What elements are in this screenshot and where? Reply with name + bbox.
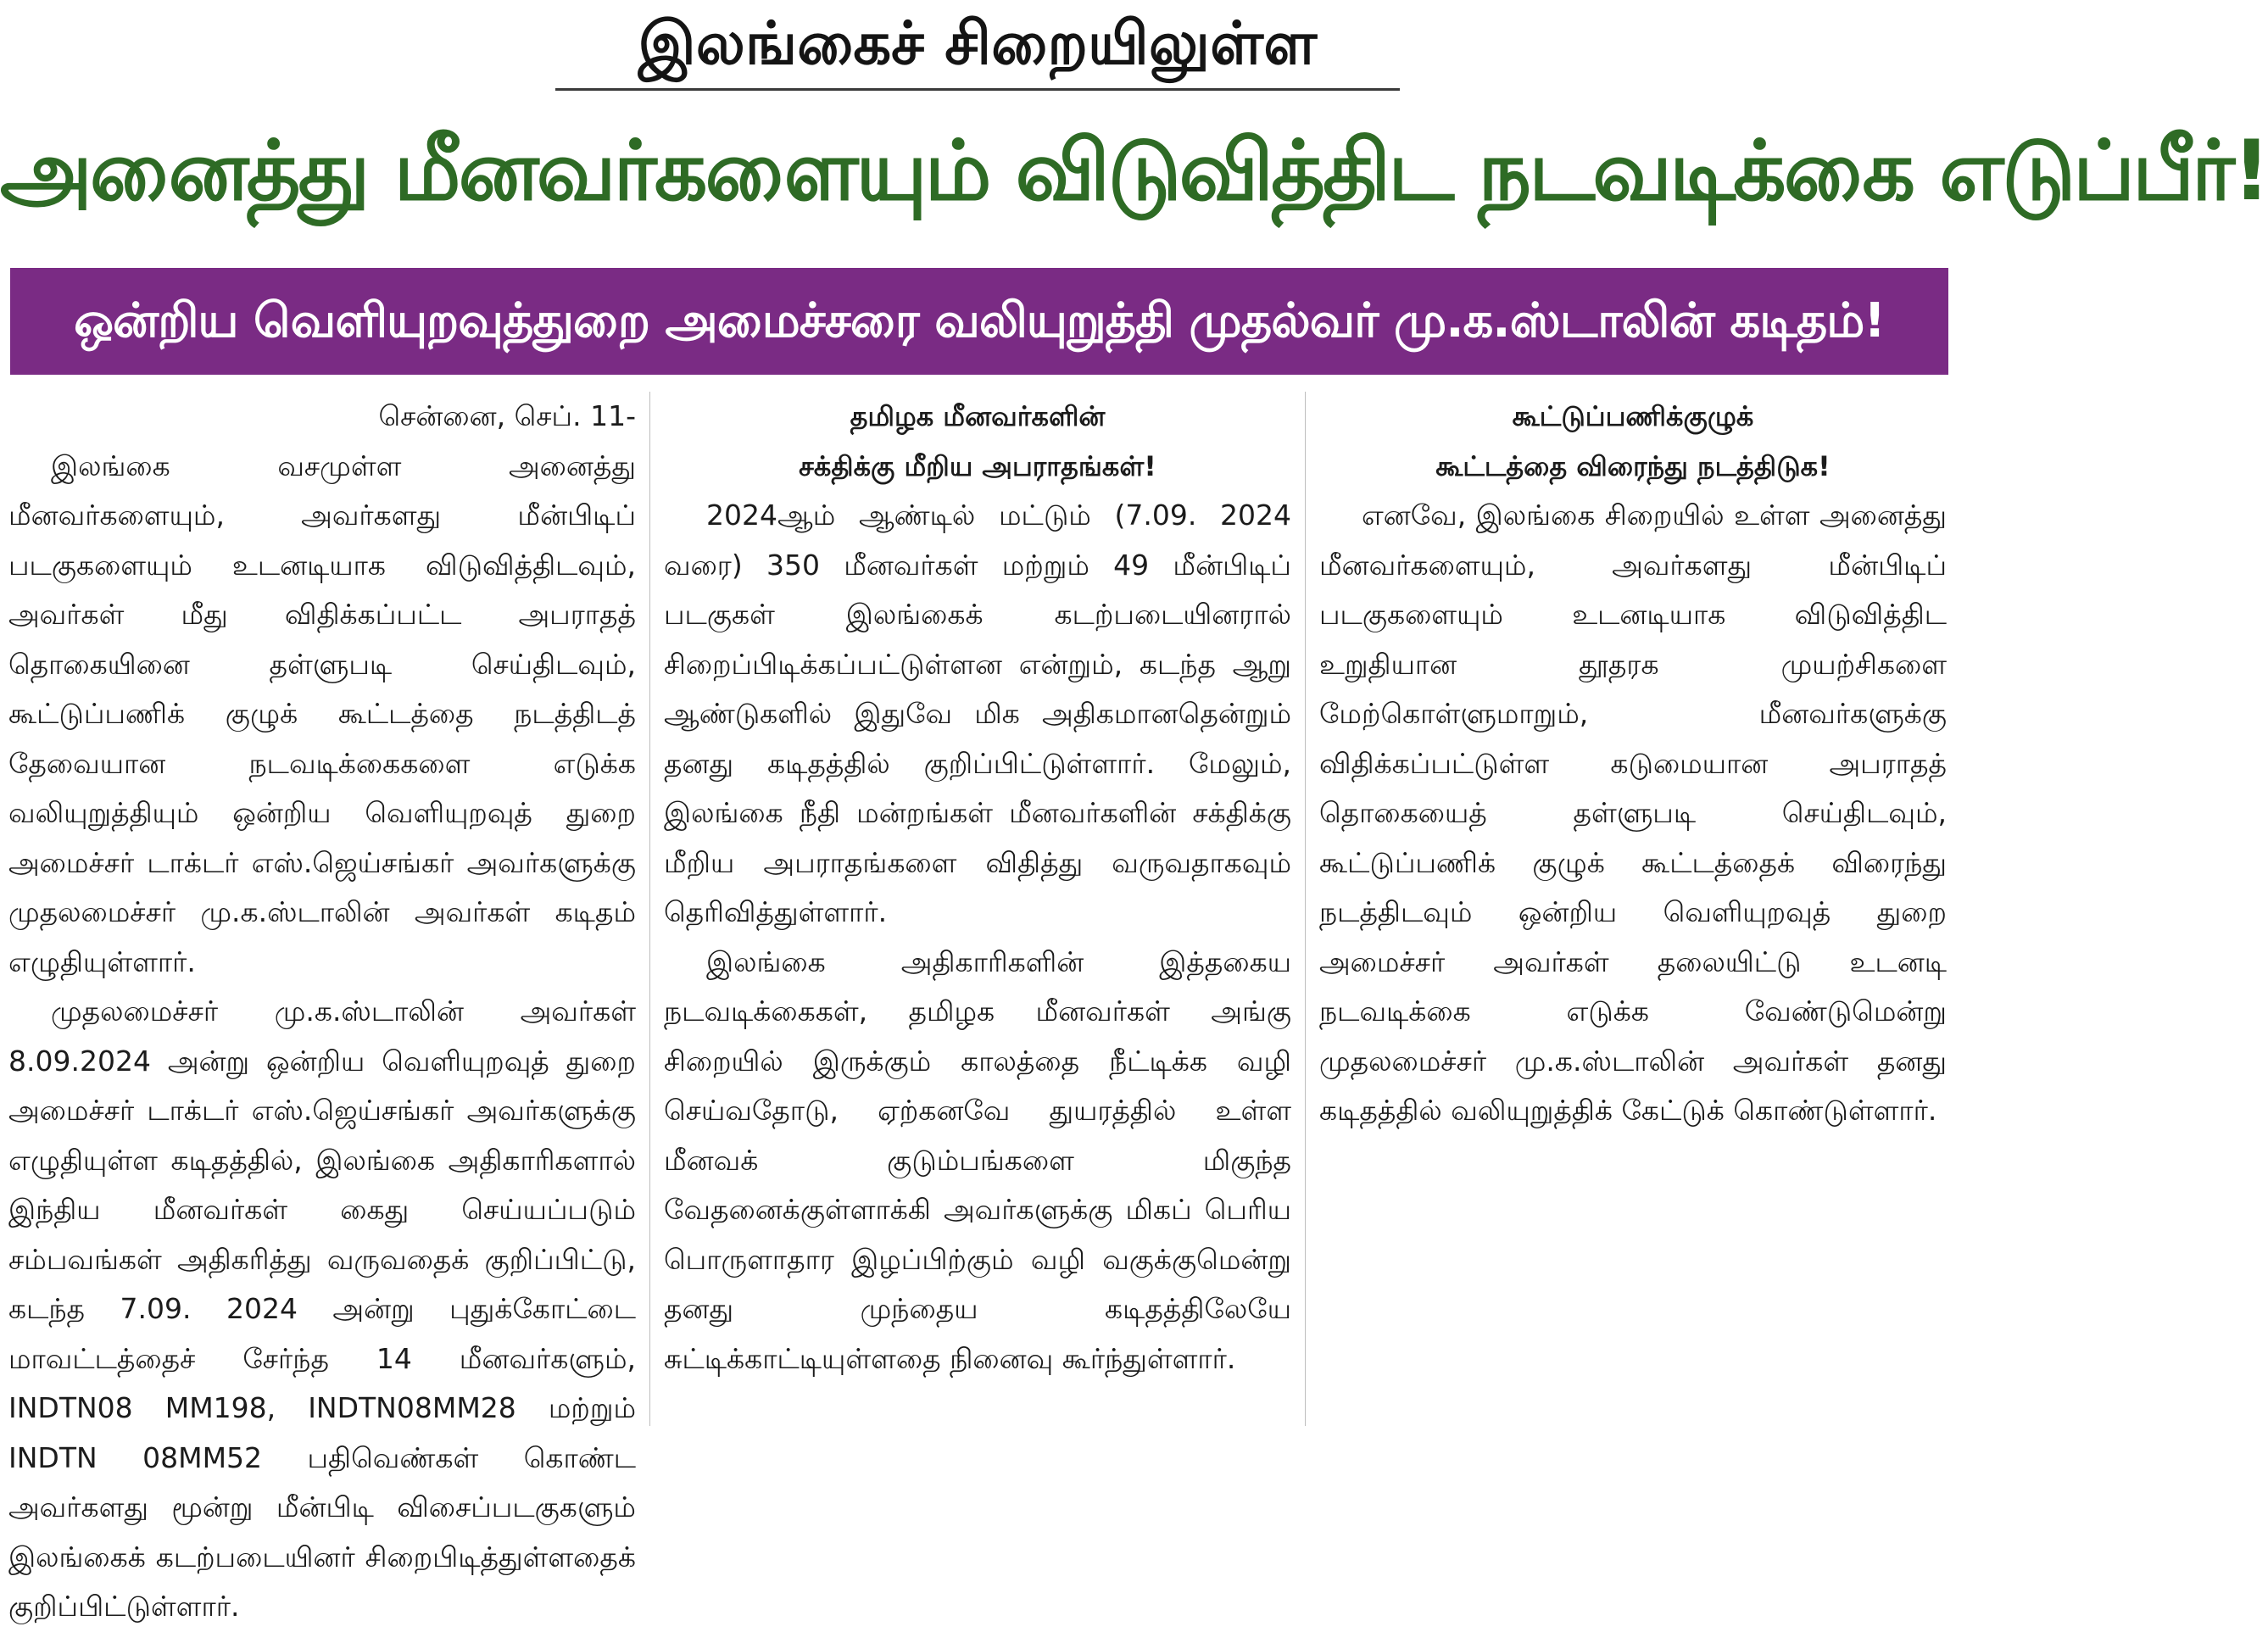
- article-paragraph: 2024ஆம் ஆண்டில் மட்டும் (7.09. 2024 வரை) 350 மீனவர்கள் மற்றும் 49 மீன்பிடிப் படகுகள் இலங்கைக் கடற்படையினரால் சிறைப்பிடிக்கப்பட்டுள்ளன என்றும், கடந்த ஆறு ஆண்டுகளில் இதுவே மிக அதிகமானதென்றும் தனது கடிதத்தில் குறிப்பிட்டுள்ளார். மேலும், இலங்கை நீதி மன்றங்கள் மீனவர்களின் சக்திக்கு மீறிய அபராதங்களை விதித்து வருவதாகவும் தெரிவித்துள்ளார்.: [664, 499, 1291, 928]
- article-paragraph: இலங்கை அதிகாரிகளின் இத்தகைய நடவடிக்கைகள், தமிழக மீனவர்கள் அங்கு சிறையில் இருக்கும் காலத்தை நீட்டிக்க வழி செய்வதோடு, ஏற்கனவே துயரத்தில் உள்ள மீனவக் குடும்பங்களை மிகுந்த வேதனைக்குள்ளாக்கி அவர்களுக்கு மிகப் பெரிய பொருளாதார இழப்பிற்கும் வழி வகுக்குமென்று தனது முந்தைய கடிதத்திலேயே சுட்டிக்காட்டியுள்ளதை நினைவு கூர்ந்துள்ளார்.: [664, 944, 1291, 1375]
- column-divider: [649, 392, 650, 1426]
- section-subhead: சக்திக்கு மீறிய அபராதங்கள்!: [799, 449, 1156, 482]
- section-subhead: தமிழக மீனவர்களின்: [850, 400, 1106, 432]
- article-paragraph: எனவே, இலங்கை சிறையில் உள்ள அனைத்து மீனவர்களையும், அவர்களது மீன்பிடிப் படகுகளையும் உடனடியாக விடுவித்திட உறுதியான தூதரக முயற்சிகளை மேற்கொள்ளுமாறும், மீனவர்களுக்கு விதிக்கப்பட்டுள்ள கடுமையான அபராதத் தொகையைத் தள்ளுபடி செய்திடவும், கூட்டுப்பணிக் குழுக் கூட்டத்தைக் விரைந்து நடத்திடவும் ஒன்றிய வெளியுறவுத் துறை அமைச்சர் அவர்கள் தலையிட்டு உடனடி நடவடிக்கை எடுக்க வேண்டுமென்று முதலமைச்சர் மு.க.ஸ்டாலின் அவர்கள் தனது கடிதத்தில் வலியுறுத்திக் கேட்டுக் கொண்டுள்ளார்.: [1319, 499, 1947, 1127]
- column-divider: [1305, 392, 1306, 1426]
- dateline: சென்னை, செப். 11-: [378, 399, 636, 432]
- article-column-2: [664, 392, 1291, 1426]
- article-column-1: [8, 392, 636, 1623]
- subheadline-banner: ஒன்றிய வெளியுறவுத்துறை அமைச்சரை வலியுறுத்தி முதல்வர் மு.க.ஸ்டாலின் கடிதம்!: [10, 268, 1948, 375]
- article-column-3: [1319, 392, 1947, 1426]
- section-subhead: கூட்டுப்பணிக்குழுக்: [1512, 400, 1754, 432]
- kicker-underline: [555, 88, 1400, 91]
- article-paragraph: முதலமைச்சர் மு.க.ஸ்டாலின் அவர்கள் 8.09.2024 அன்று ஒன்றிய வெளியுறவுத் துறை அமைச்சர் டாக்டர் எஸ்.ஜெய்சங்கர் அவர்களுக்கு எழுதியுள்ள கடிதத்தில், இலங்கை அதிகாரிகளால் இந்திய மீனவர்கள் கைது செய்யப்படும் சம்பவங்கள் அதிகரித்து வருவதைக் குறிப்பிட்டு, கடந்த 7.09. 2024 அன்று புதுக்கோட்டை மாவட்டத்தைச் சேர்ந்த 14 மீனவர்களும், INDTN08 MM198, INDTN08MM28 மற்றும் INDTN 08MM52 பதிவெண்கள் கொண்ட அவர்களது மூன்று மீன்பிடி விசைப்படகுகளும் இலங்கைக் கடற்படையினர் சிறைபிடித்துள்ளதைக் குறிப்பிட்டுள்ளார்.: [8, 994, 636, 1623]
- section-subhead: கூட்டத்தை விரைந்து நடத்திடுக!: [1435, 449, 1831, 482]
- article-paragraph: இலங்கை வசமுள்ள அனைத்து மீனவர்களையும், அவர்களது மீன்பிடிப் படகுகளையும் உடனடியாக விடுவித்திடவும், அவர்கள் மீது விதிக்கப்பட்ட அபராதத் தொகையினை தள்ளுபடி செய்திடவும், கூட்டுப்பணிக் குழுக் கூட்டத்தை நடத்திடத் தேவையான நடவடிக்கைகளை எடுக்க வலியுறுத்தியும் ஒன்றிய வெளியுறவுத் துறை அமைச்சர் டாக்டர் எஸ்.ஜெய்சங்கர் அவர்களுக்கு முதலமைச்சர் மு.க.ஸ்டாலின் அவர்கள் கடிதம் எழுதியுள்ளார்.: [8, 448, 636, 978]
- headline: அனைத்து மீனவர்களையும் விடுவித்திட நடவடிக்கை எடுப்பீர்!: [0, 123, 2268, 220]
- kicker-title: இலங்கைச் சிறையிலுள்ள: [638, 8, 1318, 78]
